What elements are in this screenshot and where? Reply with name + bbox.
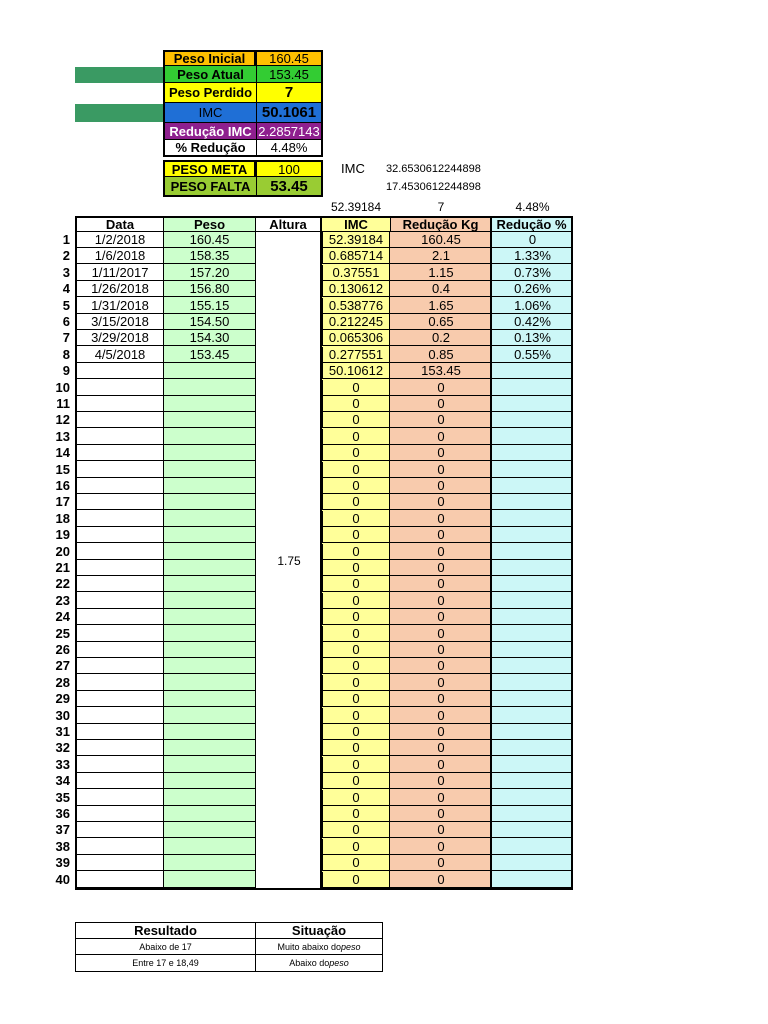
reducao-imc-value: 2.2857143 bbox=[256, 123, 323, 140]
cell-reducao-pct bbox=[492, 872, 573, 888]
cell-data bbox=[75, 511, 163, 527]
cell-imc: 0 bbox=[322, 872, 390, 888]
cell-imc: 0 bbox=[322, 855, 390, 871]
cell-reducao-pct: 0.26% bbox=[492, 281, 573, 297]
cell-imc: 0 bbox=[322, 691, 390, 707]
cell-peso: 153.45 bbox=[163, 347, 256, 363]
cell-reducao-kg: 0 bbox=[390, 494, 492, 510]
cell-reducao-pct: 0 bbox=[492, 232, 573, 248]
cell-imc: 0 bbox=[322, 544, 390, 560]
reducao-imc-label: Redução IMC bbox=[163, 123, 256, 140]
cell-reducao-pct bbox=[492, 609, 573, 625]
cell-reducao-kg: 0 bbox=[390, 855, 492, 871]
cell-data: 3/15/2018 bbox=[75, 314, 163, 330]
cell-data bbox=[75, 806, 163, 822]
cell-reducao-pct bbox=[492, 675, 573, 691]
cell-reducao-pct bbox=[492, 822, 573, 838]
cell-data bbox=[75, 363, 163, 379]
cell-imc: 0 bbox=[322, 380, 390, 396]
cell-data bbox=[75, 855, 163, 871]
cell-reducao-pct bbox=[492, 396, 573, 412]
row-number: 25 bbox=[55, 626, 70, 641]
cell-reducao-pct bbox=[492, 593, 573, 609]
row-number: 16 bbox=[55, 478, 70, 493]
row-number: 23 bbox=[55, 593, 70, 608]
cell-peso bbox=[163, 363, 256, 379]
cell-reducao-kg: 0 bbox=[390, 708, 492, 724]
cell-peso bbox=[163, 445, 256, 461]
side-imc-value-2: 17.4530612244898 bbox=[386, 181, 481, 193]
cell-data bbox=[75, 576, 163, 592]
row-number: 14 bbox=[55, 445, 70, 460]
cell-peso bbox=[163, 790, 256, 806]
cell-data bbox=[75, 839, 163, 855]
cell-data: 4/5/2018 bbox=[75, 347, 163, 363]
cell-reducao-kg: 0 bbox=[390, 872, 492, 888]
cell-peso bbox=[163, 462, 256, 478]
cell-data bbox=[75, 757, 163, 773]
cell-reducao-kg: 0 bbox=[390, 445, 492, 461]
results-resultado: Abaixo de 17 bbox=[76, 939, 256, 954]
cell-reducao-pct: 0.13% bbox=[492, 330, 573, 346]
cell-reducao-kg: 160.45 bbox=[390, 232, 492, 248]
row-number: 29 bbox=[55, 691, 70, 706]
cell-reducao-pct bbox=[492, 839, 573, 855]
cell-data: 1/26/2018 bbox=[75, 281, 163, 297]
cell-peso: 156.80 bbox=[163, 281, 256, 297]
cell-imc: 0.130612 bbox=[322, 281, 390, 297]
results-resultado: Entre 17 e 18,49 bbox=[76, 955, 256, 971]
cell-reducao-kg: 0 bbox=[390, 576, 492, 592]
header-imc: IMC bbox=[322, 216, 390, 232]
cell-peso bbox=[163, 822, 256, 838]
row-number: 17 bbox=[55, 494, 70, 509]
cell-peso bbox=[163, 708, 256, 724]
cell-data bbox=[75, 675, 163, 691]
cell-imc: 0 bbox=[322, 462, 390, 478]
cell-reducao-kg: 0.2 bbox=[390, 330, 492, 346]
cell-reducao-pct bbox=[492, 576, 573, 592]
cell-imc: 0 bbox=[322, 429, 390, 445]
cell-reducao-kg: 0 bbox=[390, 560, 492, 576]
cell-reducao-kg: 0 bbox=[390, 626, 492, 642]
cell-reducao-pct: 0.42% bbox=[492, 314, 573, 330]
pct-reducao-value: 4.48% bbox=[256, 140, 323, 157]
row-number: 7 bbox=[62, 330, 70, 345]
cell-reducao-pct bbox=[492, 380, 573, 396]
cell-data: 1/6/2018 bbox=[75, 248, 163, 264]
cell-peso bbox=[163, 593, 256, 609]
row-number: 28 bbox=[55, 675, 70, 690]
peso-inicial-label: Peso Inicial bbox=[163, 50, 256, 66]
peso-perdido-label: Peso Perdido bbox=[163, 83, 256, 103]
cell-peso bbox=[163, 412, 256, 428]
cell-peso bbox=[163, 380, 256, 396]
row-number: 22 bbox=[55, 576, 70, 591]
row-number: 26 bbox=[55, 642, 70, 657]
cell-imc: 0 bbox=[322, 822, 390, 838]
cell-peso bbox=[163, 396, 256, 412]
results-table bbox=[75, 922, 383, 972]
cell-reducao-kg: 0 bbox=[390, 412, 492, 428]
cell-data bbox=[75, 396, 163, 412]
results-row bbox=[76, 955, 382, 971]
cell-data bbox=[75, 494, 163, 510]
cell-peso: 158.35 bbox=[163, 248, 256, 264]
cell-peso: 157.20 bbox=[163, 265, 256, 281]
row-number: 35 bbox=[55, 790, 70, 805]
row-number: 13 bbox=[55, 429, 70, 444]
row-number: 4 bbox=[62, 281, 70, 296]
header-altura: Altura bbox=[256, 216, 322, 232]
cell-reducao-pct bbox=[492, 511, 573, 527]
cell-imc: 0 bbox=[322, 708, 390, 724]
cell-peso: 160.45 bbox=[163, 232, 256, 248]
row-number: 9 bbox=[62, 363, 70, 378]
row-number: 34 bbox=[55, 773, 70, 788]
cell-reducao-kg: 0 bbox=[390, 478, 492, 494]
row-number: 8 bbox=[62, 347, 70, 362]
cell-imc: 0 bbox=[322, 412, 390, 428]
imc-value: 50.1061 bbox=[256, 103, 323, 123]
peso-atual-value: 153.45 bbox=[256, 66, 323, 83]
cell-reducao-pct bbox=[492, 724, 573, 740]
cell-peso bbox=[163, 806, 256, 822]
results-header-situacao: Situação bbox=[291, 923, 347, 938]
cell-peso bbox=[163, 757, 256, 773]
peso-falta-label: PESO FALTA bbox=[163, 177, 256, 197]
cell-reducao-pct bbox=[492, 773, 573, 789]
row-number: 40 bbox=[55, 872, 70, 887]
cell-data bbox=[75, 380, 163, 396]
cell-reducao-kg: 0 bbox=[390, 511, 492, 527]
row-number: 19 bbox=[55, 527, 70, 542]
row-number: 21 bbox=[55, 560, 70, 575]
results-situacao-text: Abaixo do bbox=[289, 958, 330, 968]
row-number: 12 bbox=[55, 412, 70, 427]
cell-reducao-kg: 0 bbox=[390, 527, 492, 543]
peso-meta-label: PESO META bbox=[163, 160, 256, 177]
cell-imc: 0 bbox=[322, 790, 390, 806]
row-number: 32 bbox=[55, 740, 70, 755]
row-number: 38 bbox=[55, 839, 70, 854]
cell-imc: 0 bbox=[322, 511, 390, 527]
cell-reducao-kg: 2.1 bbox=[390, 248, 492, 264]
cell-peso bbox=[163, 658, 256, 674]
cell-reducao-pct bbox=[492, 626, 573, 642]
row-number: 11 bbox=[56, 396, 70, 411]
cell-data bbox=[75, 790, 163, 806]
imc-label: IMC bbox=[163, 103, 256, 123]
cell-peso bbox=[163, 429, 256, 445]
cell-peso bbox=[163, 576, 256, 592]
cell-imc: 0 bbox=[322, 593, 390, 609]
cell-reducao-pct bbox=[492, 757, 573, 773]
cell-imc: 0 bbox=[322, 740, 390, 756]
cell-reducao-kg: 1.65 bbox=[390, 298, 492, 314]
cell-reducao-pct bbox=[492, 740, 573, 756]
cell-data bbox=[75, 626, 163, 642]
cell-reducao-kg: 0 bbox=[390, 806, 492, 822]
cell-data bbox=[75, 872, 163, 888]
cell-data bbox=[75, 445, 163, 461]
cell-imc: 0 bbox=[322, 478, 390, 494]
cell-peso bbox=[163, 478, 256, 494]
cell-reducao-pct bbox=[492, 544, 573, 560]
cell-peso bbox=[163, 544, 256, 560]
row-number: 18 bbox=[55, 511, 70, 526]
cell-reducao-kg: 0 bbox=[390, 593, 492, 609]
cell-reducao-kg: 0 bbox=[390, 462, 492, 478]
results-situacao-text: Muito abaixo do bbox=[277, 941, 341, 952]
cell-imc: 0 bbox=[322, 773, 390, 789]
row-number: 27 bbox=[55, 658, 70, 673]
cell-reducao-kg: 0 bbox=[390, 822, 492, 838]
header-reducao-kg: Redução Kg bbox=[390, 216, 492, 232]
green-bar-1 bbox=[75, 67, 163, 83]
cell-reducao-pct: 0.55% bbox=[492, 347, 573, 363]
cell-data bbox=[75, 527, 163, 543]
cell-reducao-kg: 0 bbox=[390, 429, 492, 445]
cell-data bbox=[75, 773, 163, 789]
row-number: 37 bbox=[55, 822, 70, 837]
row-number: 1 bbox=[62, 232, 70, 247]
cell-imc: 0.538776 bbox=[322, 298, 390, 314]
cell-imc: 0 bbox=[322, 560, 390, 576]
cell-data bbox=[75, 658, 163, 674]
cell-reducao-kg: 0 bbox=[390, 380, 492, 396]
cell-reducao-kg: 0 bbox=[390, 757, 492, 773]
cell-data: 1/31/2018 bbox=[75, 298, 163, 314]
cell-reducao-pct: 1.33% bbox=[492, 248, 573, 264]
cell-imc: 0.685714 bbox=[322, 248, 390, 264]
cell-imc: 50.10612 bbox=[322, 363, 390, 379]
cell-reducao-kg: 0.65 bbox=[390, 314, 492, 330]
table-bottom-border bbox=[75, 888, 573, 890]
cell-reducao-pct bbox=[492, 642, 573, 658]
cell-reducao-pct bbox=[492, 462, 573, 478]
cell-reducao-kg: 0 bbox=[390, 773, 492, 789]
results-header-row bbox=[76, 923, 382, 939]
cell-imc: 0 bbox=[322, 527, 390, 543]
col-altura-bg bbox=[256, 216, 322, 890]
results-situacao-em: peso bbox=[341, 941, 361, 952]
cell-data bbox=[75, 609, 163, 625]
cell-imc: 0.212245 bbox=[322, 314, 390, 330]
side-imc-label: IMC bbox=[341, 161, 365, 176]
cell-peso bbox=[163, 626, 256, 642]
cell-data: 3/29/2018 bbox=[75, 330, 163, 346]
cell-imc: 0.277551 bbox=[322, 347, 390, 363]
cell-reducao-kg: 0 bbox=[390, 544, 492, 560]
cell-imc: 0 bbox=[322, 675, 390, 691]
cell-imc: 0 bbox=[322, 658, 390, 674]
cell-imc: 0 bbox=[322, 494, 390, 510]
cell-reducao-pct bbox=[492, 658, 573, 674]
cell-reducao-pct bbox=[492, 363, 573, 379]
row-number: 36 bbox=[55, 806, 70, 821]
cell-reducao-pct bbox=[492, 855, 573, 871]
header-reducao-pct: Redução % bbox=[492, 216, 573, 232]
cell-data bbox=[75, 478, 163, 494]
cell-peso: 154.30 bbox=[163, 330, 256, 346]
cell-data bbox=[75, 724, 163, 740]
cell-imc: 0 bbox=[322, 839, 390, 855]
cell-data: 1/11/2017 bbox=[75, 265, 163, 281]
cell-data bbox=[75, 429, 163, 445]
peso-meta-value: 100 bbox=[256, 160, 323, 177]
cell-reducao-kg: 0 bbox=[390, 839, 492, 855]
header-peso: Peso bbox=[163, 216, 256, 232]
cell-peso: 155.15 bbox=[163, 298, 256, 314]
cell-data bbox=[75, 593, 163, 609]
cell-peso bbox=[163, 642, 256, 658]
cell-reducao-pct bbox=[492, 412, 573, 428]
total-imc: 52.39184 bbox=[330, 200, 382, 214]
cell-imc: 0 bbox=[322, 642, 390, 658]
cell-reducao-kg: 0 bbox=[390, 658, 492, 674]
cell-peso bbox=[163, 527, 256, 543]
cell-imc: 0 bbox=[322, 724, 390, 740]
cell-imc: 0 bbox=[322, 806, 390, 822]
cell-reducao-pct bbox=[492, 806, 573, 822]
peso-perdido-value: 7 bbox=[256, 83, 323, 103]
row-number: 2 bbox=[62, 248, 70, 263]
cell-reducao-pct bbox=[492, 429, 573, 445]
row-number: 31 bbox=[55, 724, 70, 739]
cell-data bbox=[75, 822, 163, 838]
results-situacao bbox=[256, 955, 382, 971]
cell-data bbox=[75, 560, 163, 576]
cell-data bbox=[75, 708, 163, 724]
cell-data bbox=[75, 740, 163, 756]
cell-reducao-kg: 0 bbox=[390, 396, 492, 412]
cell-reducao-kg: 0 bbox=[390, 642, 492, 658]
row-number: 3 bbox=[62, 265, 70, 280]
header-data: Data bbox=[75, 216, 163, 232]
row-number: 20 bbox=[55, 544, 70, 559]
cell-reducao-pct bbox=[492, 691, 573, 707]
cell-peso: 154.50 bbox=[163, 314, 256, 330]
cell-peso bbox=[163, 724, 256, 740]
cell-peso bbox=[163, 494, 256, 510]
total-reducao-pct: 4.48% bbox=[515, 200, 550, 214]
cell-reducao-pct bbox=[492, 494, 573, 510]
cell-reducao-pct bbox=[492, 527, 573, 543]
results-situacao-em: peso bbox=[329, 958, 349, 968]
cell-reducao-kg: 0.4 bbox=[390, 281, 492, 297]
cell-imc: 0 bbox=[322, 445, 390, 461]
cell-reducao-kg: 0.85 bbox=[390, 347, 492, 363]
row-number: 10 bbox=[55, 380, 70, 395]
cell-data bbox=[75, 412, 163, 428]
total-reducao-kg: 7 bbox=[437, 200, 445, 214]
cell-data bbox=[75, 691, 163, 707]
cell-peso bbox=[163, 839, 256, 855]
cell-data bbox=[75, 544, 163, 560]
side-imc-value-1: 32.6530612244898 bbox=[386, 163, 481, 175]
row-number: 30 bbox=[55, 708, 70, 723]
row-number: 39 bbox=[55, 855, 70, 870]
peso-falta-value: 53.45 bbox=[256, 177, 323, 197]
cell-peso bbox=[163, 740, 256, 756]
cell-imc: 0.065306 bbox=[322, 330, 390, 346]
cell-peso bbox=[163, 511, 256, 527]
cell-reducao-pct bbox=[492, 560, 573, 576]
cell-imc: 0 bbox=[322, 396, 390, 412]
cell-reducao-kg: 0 bbox=[390, 740, 492, 756]
cell-reducao-pct bbox=[492, 790, 573, 806]
green-bar-2 bbox=[75, 104, 163, 122]
cell-peso bbox=[163, 855, 256, 871]
cell-reducao-kg: 0 bbox=[390, 724, 492, 740]
cell-data: 1/2/2018 bbox=[75, 232, 163, 248]
cell-peso bbox=[163, 560, 256, 576]
cell-reducao-kg: 0 bbox=[390, 609, 492, 625]
cell-reducao-kg: 1.15 bbox=[390, 265, 492, 281]
cell-reducao-pct: 1.06% bbox=[492, 298, 573, 314]
cell-reducao-kg: 0 bbox=[390, 691, 492, 707]
cell-peso bbox=[163, 872, 256, 888]
cell-reducao-pct bbox=[492, 708, 573, 724]
results-header-resultado: Resultado bbox=[76, 923, 256, 938]
cell-imc: 52.39184 bbox=[322, 232, 390, 248]
cell-peso bbox=[163, 773, 256, 789]
peso-atual-label: Peso Atual bbox=[163, 66, 256, 83]
row-number: 15 bbox=[55, 462, 70, 477]
results-row bbox=[76, 939, 382, 955]
row-number: 5 bbox=[62, 298, 70, 313]
cell-reducao-pct bbox=[492, 445, 573, 461]
cell-reducao-kg: 0 bbox=[390, 790, 492, 806]
cell-imc: 0 bbox=[322, 609, 390, 625]
row-number: 6 bbox=[62, 314, 70, 329]
cell-imc: 0.37551 bbox=[322, 265, 390, 281]
cell-reducao-pct: 0.73% bbox=[492, 265, 573, 281]
cell-data bbox=[75, 462, 163, 478]
cell-reducao-pct bbox=[492, 478, 573, 494]
cell-imc: 0 bbox=[322, 757, 390, 773]
pct-reducao-label: % Redução bbox=[163, 140, 256, 157]
cell-peso bbox=[163, 609, 256, 625]
cell-imc: 0 bbox=[322, 626, 390, 642]
peso-inicial-value: 160.45 bbox=[256, 50, 323, 66]
cell-peso bbox=[163, 675, 256, 691]
cell-reducao-kg: 0 bbox=[390, 675, 492, 691]
cell-reducao-kg: 153.45 bbox=[390, 363, 492, 379]
row-number: 33 bbox=[55, 757, 70, 772]
row-number: 24 bbox=[55, 609, 70, 624]
cell-peso bbox=[163, 691, 256, 707]
cell-imc: 0 bbox=[322, 576, 390, 592]
results-situacao bbox=[256, 939, 382, 954]
altura-value: 1.75 bbox=[277, 554, 301, 568]
cell-data bbox=[75, 642, 163, 658]
